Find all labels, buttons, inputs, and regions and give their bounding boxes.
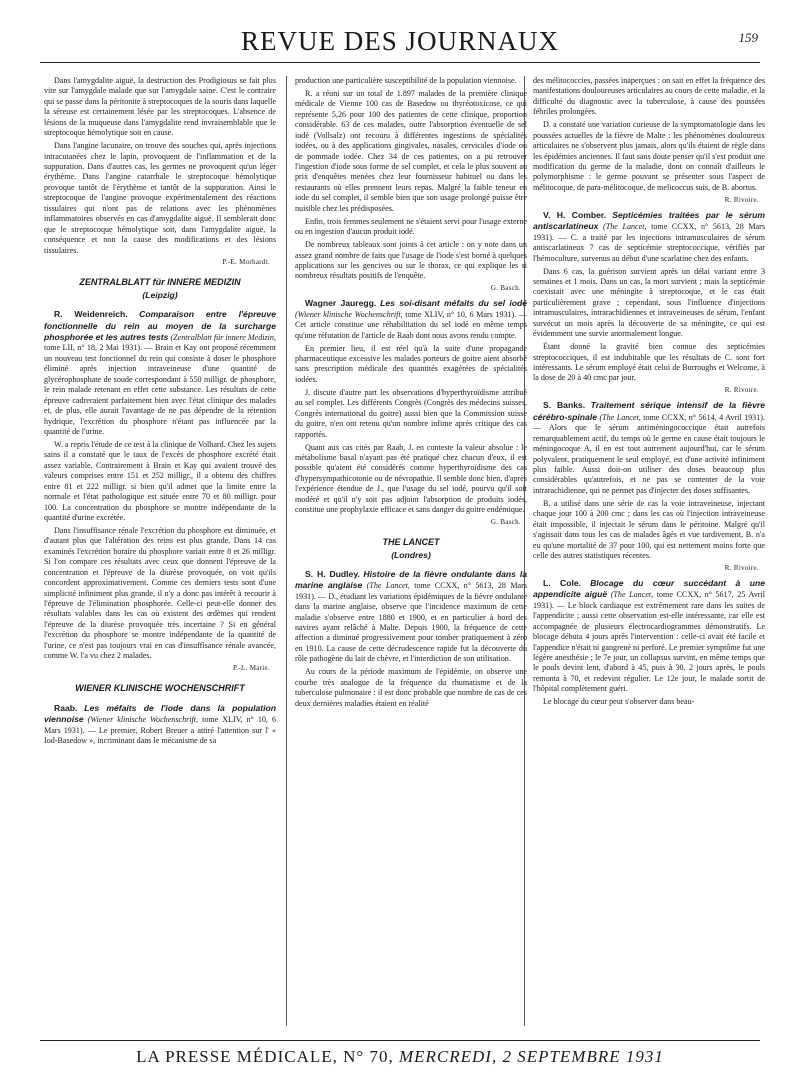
article-entry — [533, 210, 765, 264]
paragraph: W. a repris l'étude de ce test à la clinique de Volhard. Chez les sujets sains il a constaté que le taux de l'excès de phosphore excrété était assez variable. Contrairement à Brain et Kay qui avaient trouvé des valeurs comprises entre 151 et 252 milligr., il a obtenu des chiffres entre 81 et 222 milligr. si bien qu'il admet que la limite entre la normale et l'état pathologique est située entre 70 et 80 milligr. pour 100. La concentration du phosphore se montre indépendante de la quantité d'urine excrétée. — [44, 439, 276, 522]
author-signature: R. Rivoire. — [724, 195, 759, 204]
article-entry — [295, 569, 527, 665]
article-source: (The Lancet, — [366, 581, 410, 591]
journal-heading: ZENTRALBLATT für INNERE MEDIZIN — [79, 277, 241, 288]
article-body: tome CCXX, n° 5614, 4 Avril 1931). — Alors que le sérum antiméningococcique était autrefois remarquablement actif, du temps où le germe en cause était toujours le méningocoque A, il en est tout autrement aujourd'hui, car le sérum polyvalent, pratiquement le seul employé, est d'une activité infiniment plus faible. Aussi doit-on utiliser des doses beaucoup plus considérables qu'autrefois, et ne pas se contenter de la voie intrarachidienne, qui ne permet pas d'injecter des doses suffisantes. — [533, 412, 765, 495]
author-signature: P.-L. Marie. — [232, 664, 270, 673]
article-title: Septicémies traitées par le sérum antiscarlatineux — [533, 209, 765, 232]
article-title: Les méfaits de l'iode dans la population viennoise — [44, 702, 276, 725]
author-signature: R. Rivoire. — [724, 563, 759, 572]
column-3 — [533, 76, 765, 1032]
footer-journal: LA PRESSE MÉDICALE, — [136, 1047, 338, 1066]
article-body: tome XLIV, n° 10, 6 Mars 1931). — Le premier, Robert Breuer a attiré l'attention sur l' « Iod-Basedow », incriminant dans le mécanisme de sa — [44, 715, 276, 746]
paragraph: R. a réuni sur un total de 1.897 malades de la première clinique médicale de Vienne 100 cas de Basedow ou thyréotoxicose, ce qui représente 5,26 pour 100 des patientes de cette clinique, proportion considérable. 63 de ces malades, outre l'absorption éventuelle de sel iodé (Vollsalz) ont recouru à différentes ingestions de spécialités iodées, ou à des applications gingivales, nasales, cervicales d'iode ou de pommade iodée. Chez 34 de ces patientes, on a pu retrouver l'ingestion d'iode sous forme de sel complet, et cela le plus souvent au prix d'enquêtes menées chez leur fournisseur habituel ou dans les restaurants où elles prennent leurs repas. Malgré la faible teneur en iode du sel complet, il semble bien que son usage prolongé puisse être nuisible chez les prédisposées. — [295, 88, 527, 213]
footer-date: MERCREDI, 2 SEPTEMBRE 1931 — [398, 1047, 664, 1066]
paragraph: B. a utilisé dans une série de cas la voie intraveineuse, injectant chaque jour 100 à 200 cmc ; dans les cas où l'injection intraveineuse était impossible, il injectait le sérum dans le péritoine. Malgré qu'il s'agissait dans tous les cas de malades âgés et vue tardivement, B. n'a eu qu'une mortalité de 37 pour 100, qui est nettement moins forte que celle des autres statistiques récentes. — [533, 498, 765, 560]
article-title: Traitement sérique intensif de la fièvre cérébro-spinale — [533, 400, 765, 422]
paragraph: De nombreux tableaux sont joints à cet article : on y note dans un assez grand nombre de faits que l'usage de l'iode s'est borné à quelques applications sur les gencives ou sur le thorax, ce qui explique les si nombreux résultats positifs de l'enquête. — [295, 240, 527, 281]
paragraph: Le blocage du cœur peut s'observer dans beau- — [543, 697, 695, 707]
column-2 — [295, 76, 527, 1032]
paragraph: Étant donné la gravité bien connue des septicémies streptococciques, il est indubitable que les résultats de C. sont fort intéressants. Le sérum employé était celui de Burroughs et Welcome, à la dose de 20 à 40 cmc par jour. — [533, 342, 765, 383]
paragraph: Dans l'insuffisance rénale l'excrétion du phosphore est diminuée, et d'autant plus que l'altération des reins est plus grande. Dans 14 cas examinés l'excrétion horaire du phosphore variait entre 8 et 26 milligr. Si l'on compare ces résultats avec ceux que donnent l'épreuve de la concentration et l'épreuve de la diurèse provoquée, on voit qu'ils concordent approximativement. Comme ces derniers tests sont d'une simplicité infiniment plus grande, il n'y a donc pas intérêt à recourir à l'épreuve de l'élimination phosphorée. Celle-ci peut-elle donner des résultats valables dans les cas où existent des œdèmes qui rendent l'épreuve de la diurèse provoquée très incertaine ? Si en général l'excrétion du phosphore se montre indépendante de la quantité de l'urine, ce n'est pas toujours vrai en cas d'insuffisance rénale avancée, comme W. l'a vu chez 2 malades. — [44, 525, 276, 661]
article-entry — [44, 309, 276, 437]
article-title: Comparaison entre l'épreuve fonctionnelle du rein au moyen de la surcharge phosphorée et les autres tests — [44, 309, 276, 343]
paragraph: production une particulière susceptibilité de la population viennoise. — [295, 76, 517, 85]
article-source: (Zentralblatt für innere Medizin, — [170, 333, 276, 343]
page-header — [40, 24, 760, 63]
article-author: L. Cole. — [543, 577, 582, 588]
paragraph: En premier lieu, il est réel qu'à la suite d'une propagande pharmaceutique excessive les malades porteurs de goitre aient absorbé sans prescription médicale des quantités exagérées de spécialités iodées. — [295, 343, 527, 384]
journal-city: (Londres) — [391, 549, 431, 560]
article-entry — [533, 400, 765, 496]
article-source: (Wiener klinische Wochenschrift, — [87, 715, 199, 725]
article-body: tome CCXX, n° 5613, 28 Mars 1931). — C. a traité par les injections intramusculaires de sérum antiscarlatineux 7 cas de septicémie streptococcique, vérifiés par l'hémoculture, survenus au début d'une scarlatine chez des enfants. — [533, 222, 765, 263]
column-divider — [286, 76, 287, 1026]
article-body: tome CCXX, n° 5613, 28 Mars 1931). — D., étudiant les variations épidémiques de la fièvre ondulante dans la marine anglaise, observe que l'incidence maximum de cette maladie s'observe entre 1880 et 1900, et en particulier à bord des navires ayant relâché à Malte. Depuis 1900, la fréquence de cette affection a diminué progressivement pour tomber pratiquement à zéro en 1910. La cause de cette décrudescence rapide fut la découverte du rôle pathogène du lait de chèvre, et l'interdiction de son utilisation. — [295, 581, 527, 664]
author-signature: R. Rivoire. — [724, 386, 759, 395]
page-footer — [40, 1040, 760, 1067]
article-source: (The Lancet, — [603, 222, 647, 232]
paragraph: des mélitococcies, passées inaperçues : on sait en effet la fréquence des manifestations douloureuses articulaires au cours de cette maladie, et la difficulté du diagnostic avec la tuberculose, à cause des poussées fébriles prolongées. — [533, 76, 765, 117]
paragraph: Quant aux cas cités par Raab, J. en conteste la valeur absolue : le métabolisme basal n'ayant pas été pratiqué chez chacun d'eux, il est possible qu'aient été considérés comme hyperthyroïdisme des cas d'hypersympathicotonie ou de névropathie. Il semble donc bien, d'après l'expérience étendue de J., que l'usage du sel iodé, pourvu qu'il soit modéré et qu'il n'y soit pas adjoint l'absorption de produits iodés, constitue une prophylaxie efficace et sans danger du goitre endémique. — [295, 442, 527, 515]
article-author: R. Weidenreich. — [54, 309, 128, 320]
article-title: Histoire de la fièvre ondulante dans la marine anglaise — [295, 568, 527, 591]
article-author: V. H. Comber. — [543, 209, 607, 220]
article-entry — [533, 578, 765, 695]
article-source: (The Lancet, — [610, 590, 654, 600]
article-source: (Wiener klinische Wochenschrift, — [295, 309, 403, 319]
author-signature: P.-E. Morhardt. — [222, 258, 270, 267]
paragraph: D. a constaté une variation curieuse de la symptomatologie dans les poussées actuelles de la fièvre de Malte : les phénomènes douloureux articulaires ne s'observent plus jamais, alors qu'ils étaient de règle dans les épidémies anciennes. Il faut sans doute penser qu'il s'est produit une modification du germe de la maladie, dont on connaît d'ailleurs le polymorphisme : le germe pouvant se présenter sous l'aspect de mélitocoque, de para-mélitocoque, de melicoccus suis, de B. abortus. — [533, 120, 765, 192]
paragraph: J. discute d'autre part les observations d'hyperthyroïdisme attribué au sel complet. Les différents Congrès (Congrès des médecins suisses, Congrès international du goitre) aussi bien que la Commission suisse du goitre, n'en ont retenu qu'un nombre infime après critique des cas rapportés. — [295, 387, 527, 439]
paragraph: Dans l'amygdalite aiguë, la destruction des Prodigiosus se fait plus vite sur l'amygdale malade que sur l'amygdale saine. C'est le contraire qui se passe dans la péritonite à streptocoques de la souris dans laquelle la séreuse est certainement lésée par les streptocoques. L'absence de lésions de la muqueuse dans l'amygdalite rend invraisemblable que le streptocoque hémolytique soit en cause. — [44, 76, 276, 138]
article-body: tome LII, n° 18, 2 Mai 1931). — Brain et Kay ont proposé récemment un nouveau test fonctionnel du rein qui consiste à doser le phosphore éliminé après injection intraveineuse d'une quantité de glycérophosphate de soude correspondant à 550 milligr. de phosphore, le rein malade retenant en effet cette substance. Les résultats de cette épreuve cadreraient parfaitement bien avec l'état clinique des malades et, de plus, elle aurait l'avantage de ne pas dépendre de la rétention hydrique, l'excrétion du phosphore n'étant pas influencée par la quantité de l'urine. — [44, 343, 276, 436]
footer-issue-number: N° 70, — [343, 1047, 394, 1066]
article-title: Les soi-disant méfaits du sel iodé — [380, 298, 527, 309]
paragraph: Au cours de la période maximum de l'épidémie, on observe une courbe très analogue de la fréquence du rhumatisme et de la tuberculose pulmonaire : il est donc probable que nombre de cas de ces deux dernières maladies étaient en réalité — [295, 667, 527, 708]
article-entry — [44, 703, 276, 747]
article-entry — [295, 298, 527, 341]
article-author: S. Banks. — [543, 400, 586, 411]
article-source: (The Lancet, — [599, 412, 641, 422]
article-title: Blocage du cœur succédant à une appendicite aiguë — [533, 577, 765, 600]
article-author: Raab. — [54, 702, 78, 713]
column-1 — [44, 76, 276, 1032]
article-body: tome XLIV, n° 10, 6 Mars 1931). — Cet article constitue une réhabilitation du sel iodé en même temps qu'une réfutation de l'article de Raab dont nous avons rendu compte. — [295, 309, 527, 340]
journal-city: (Leipzig) — [142, 290, 178, 301]
journal-heading: WIENER KLINISCHE WOCHENSCHRIFT — [75, 683, 245, 694]
author-signature: G. Basch. — [490, 284, 521, 293]
author-signature: G. Basch. — [490, 518, 521, 527]
paragraph: Dans l'angine lacunaire, on trouve des souches qui, après injections intracutanées chez le lapin, provoquent de l'inflammation et de la suppuration. Dans d'autres cas, les germes ne provoquent qu'un léger érythème. Dans l'angine catarrhale le streptocoque hémolytique provoque tantôt de l'érythème et tantôt de la suppuration. Ainsi le streptocoque de l'angine provoque expérimentalement des réactions tissulaires qui n'ont pas de relations avec les phénomènes inflammatoires observés en cas d'amygdalite aiguë. Il semblerait donc que le streptocoque hémolytique soit, dans l'amygdalite aiguë, la conséquence et non la cause des modifications et des lésions tissulaires. — [44, 141, 276, 255]
paragraph: Dans 6 cas, la guérison survient après un délai variant entre 3 semaines et 1 mois. Dans un cas, la mort survient ; mais la septicémie coexistait avec une méningite à streptocoque, et le cas était particulièrement grave ; cependant, sous l'influence d'injections intramusculaires, intrarachidiennes et intraveineuses de sérum, l'enfant survécut un mois après la découverte de sa méningite, ce qui est évidemment une survie anormalement longue. — [533, 266, 765, 339]
article-author: S. H. Dudley. — [305, 568, 360, 579]
article-author: Wagner Jauregg. — [305, 298, 377, 309]
page-number: 159 — [738, 30, 758, 45]
article-body: tome CCXX, n° 5617, 25 Avril 1931). — Le block cardiaque est extrêmement rare dans les suites de l'appendicite ; aussi cette observation est-elle intéressante, car elle est accompagnée de plusieurs électrocardiogrammes démonstratifs. Le blocage débuta 4 jours après l'intervention : celle-ci avait été facile et l'appendice n'était ni gangrené ni perforé. Le premier symptôme fut une légère anesthésie ; le 7e jour, un collapsus survint, en même temps que le pouls devint lent, d'abord à 45, puis à 30. 2 jours après, le pouls remonta à 70, et redevint régulier. Le 12e jour, le malade sortit de l'hôpital complètement guéri. — [533, 590, 765, 694]
journal-heading: THE LANCET — [382, 537, 440, 548]
paragraph: Enfin, trois femmes seulement ne s'étaient servi pour l'usage externe ou en ingestion d'aucun produit iodé. — [295, 216, 527, 237]
journal-section-title: REVUE DES JOURNAUX — [240, 26, 559, 56]
